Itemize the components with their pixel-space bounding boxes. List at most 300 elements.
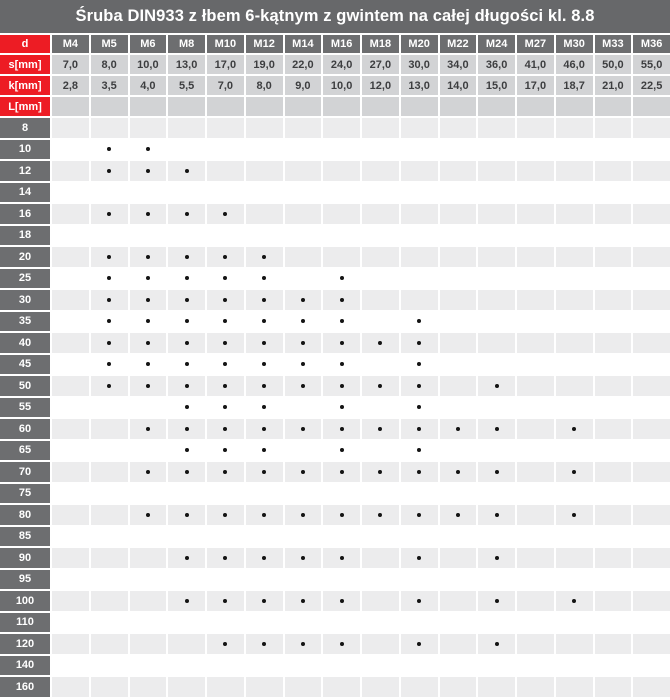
cell-100-M18 bbox=[362, 591, 399, 611]
availability-dot bbox=[340, 599, 344, 603]
availability-dot bbox=[185, 384, 189, 388]
availability-dot bbox=[495, 599, 499, 603]
cell-k-M8: 5,5 bbox=[168, 76, 205, 95]
row-label-10: 10 bbox=[0, 140, 50, 160]
availability-dot bbox=[301, 427, 305, 431]
cell-75-M24 bbox=[478, 484, 515, 504]
cell-16-M27 bbox=[517, 204, 554, 224]
cell-25-M24 bbox=[478, 269, 515, 289]
cell-45-M20 bbox=[401, 355, 438, 375]
availability-dot bbox=[572, 513, 576, 517]
cell-35-M30 bbox=[556, 312, 593, 332]
cell-100-M24 bbox=[478, 591, 515, 611]
cell-25-M30 bbox=[556, 269, 593, 289]
cell-k-M33: 21,0 bbox=[595, 76, 632, 95]
cell-75-M27 bbox=[517, 484, 554, 504]
cell-10-M33 bbox=[595, 140, 632, 160]
availability-dot bbox=[146, 384, 150, 388]
length-row-40 bbox=[0, 333, 670, 353]
cell-8-M10 bbox=[207, 118, 244, 138]
cell-12-M14 bbox=[285, 161, 322, 181]
cell-k-M10: 7,0 bbox=[207, 76, 244, 95]
cell-10-M5 bbox=[91, 140, 128, 160]
cell-18-M6 bbox=[130, 226, 167, 246]
cell-85-M30 bbox=[556, 527, 593, 547]
cell-12-M6 bbox=[130, 161, 167, 181]
availability-dot bbox=[378, 341, 382, 345]
cell-14-M14 bbox=[285, 183, 322, 203]
cell-65-M6 bbox=[130, 441, 167, 461]
availability-dot bbox=[417, 362, 421, 366]
cell-140-M20 bbox=[401, 656, 438, 676]
cell-18-M5 bbox=[91, 226, 128, 246]
cell-60-M30 bbox=[556, 419, 593, 439]
cell-l-M5 bbox=[91, 97, 128, 116]
cell-100-M4 bbox=[52, 591, 89, 611]
cell-30-M8 bbox=[168, 290, 205, 310]
availability-dot bbox=[340, 362, 344, 366]
cell-30-M27 bbox=[517, 290, 554, 310]
cell-80-M14 bbox=[285, 505, 322, 525]
row-label-16: 16 bbox=[0, 204, 50, 224]
cell-80-M10 bbox=[207, 505, 244, 525]
length-row-140 bbox=[0, 656, 670, 676]
cell-95-M10 bbox=[207, 570, 244, 590]
cell-85-M6 bbox=[130, 527, 167, 547]
cell-100-M20 bbox=[401, 591, 438, 611]
cell-110-M8 bbox=[168, 613, 205, 633]
cell-25-M18 bbox=[362, 269, 399, 289]
cell-120-M14 bbox=[285, 634, 322, 654]
page-title: Śruba DIN933 z łbem 6-kątnym z gwintem na całej długości kl. 8.8 bbox=[0, 0, 670, 33]
availability-dot bbox=[107, 362, 111, 366]
row-label-90: 90 bbox=[0, 548, 50, 568]
cell-75-M6 bbox=[130, 484, 167, 504]
availability-dot bbox=[146, 298, 150, 302]
cell-25-M8 bbox=[168, 269, 205, 289]
cell-s-M22: 34,0 bbox=[440, 55, 477, 74]
cell-18-M33 bbox=[595, 226, 632, 246]
availability-dot bbox=[146, 276, 150, 280]
cell-80-M6 bbox=[130, 505, 167, 525]
cell-75-M30 bbox=[556, 484, 593, 504]
cell-20-M4 bbox=[52, 247, 89, 267]
cell-16-M8 bbox=[168, 204, 205, 224]
cell-s-M4: 7,0 bbox=[52, 55, 89, 74]
cell-35-M12 bbox=[246, 312, 283, 332]
cell-70-M12 bbox=[246, 462, 283, 482]
availability-dot bbox=[340, 384, 344, 388]
col-header-M5: M5 bbox=[91, 35, 128, 53]
availability-dot bbox=[223, 276, 227, 280]
cell-16-M30 bbox=[556, 204, 593, 224]
cell-50-M6 bbox=[130, 376, 167, 396]
col-header-M24: M24 bbox=[478, 35, 515, 53]
cell-12-M30 bbox=[556, 161, 593, 181]
cell-18-M22 bbox=[440, 226, 477, 246]
cell-8-M20 bbox=[401, 118, 438, 138]
cell-25-M5 bbox=[91, 269, 128, 289]
cell-110-M4 bbox=[52, 613, 89, 633]
cell-80-M12 bbox=[246, 505, 283, 525]
cell-55-M14 bbox=[285, 398, 322, 418]
cell-35-M6 bbox=[130, 312, 167, 332]
cell-30-M24 bbox=[478, 290, 515, 310]
cell-l-M18 bbox=[362, 97, 399, 116]
cell-16-M33 bbox=[595, 204, 632, 224]
length-row-8 bbox=[0, 118, 670, 138]
col-header-M30: M30 bbox=[556, 35, 593, 53]
cell-100-M22 bbox=[440, 591, 477, 611]
cell-80-M18 bbox=[362, 505, 399, 525]
availability-dot bbox=[146, 427, 150, 431]
cell-65-M16 bbox=[323, 441, 360, 461]
availability-dot bbox=[146, 147, 150, 151]
cell-65-M24 bbox=[478, 441, 515, 461]
table-head bbox=[0, 35, 670, 53]
cell-k-M5: 3,5 bbox=[91, 76, 128, 95]
cell-40-M12 bbox=[246, 333, 283, 353]
cell-16-M20 bbox=[401, 204, 438, 224]
cell-60-M14 bbox=[285, 419, 322, 439]
length-row-60 bbox=[0, 419, 670, 439]
availability-dot bbox=[107, 298, 111, 302]
cell-60-M24 bbox=[478, 419, 515, 439]
cell-90-M8 bbox=[168, 548, 205, 568]
availability-dot bbox=[262, 513, 266, 517]
cell-120-M16 bbox=[323, 634, 360, 654]
cell-8-M8 bbox=[168, 118, 205, 138]
availability-dot bbox=[107, 255, 111, 259]
availability-dot bbox=[185, 255, 189, 259]
cell-40-M22 bbox=[440, 333, 477, 353]
cell-140-M27 bbox=[517, 656, 554, 676]
cell-35-M27 bbox=[517, 312, 554, 332]
cell-12-M20 bbox=[401, 161, 438, 181]
cell-55-M12 bbox=[246, 398, 283, 418]
length-row-45 bbox=[0, 355, 670, 375]
cell-70-M18 bbox=[362, 462, 399, 482]
availability-dot bbox=[107, 384, 111, 388]
row-label-12: 12 bbox=[0, 161, 50, 181]
cell-10-M4 bbox=[52, 140, 89, 160]
row-label-70: 70 bbox=[0, 462, 50, 482]
cell-12-M4 bbox=[52, 161, 89, 181]
cell-65-M18 bbox=[362, 441, 399, 461]
availability-dot bbox=[185, 341, 189, 345]
cell-12-M5 bbox=[91, 161, 128, 181]
availability-dot bbox=[146, 513, 150, 517]
cell-14-M6 bbox=[130, 183, 167, 203]
row-label-40: 40 bbox=[0, 333, 50, 353]
col-header-M33: M33 bbox=[595, 35, 632, 53]
availability-dot bbox=[185, 599, 189, 603]
cell-85-M20 bbox=[401, 527, 438, 547]
cell-55-M6 bbox=[130, 398, 167, 418]
cell-35-M33 bbox=[595, 312, 632, 332]
availability-dot bbox=[417, 556, 421, 560]
length-row-120 bbox=[0, 634, 670, 654]
cell-16-M5 bbox=[91, 204, 128, 224]
cell-20-M16 bbox=[323, 247, 360, 267]
availability-dot bbox=[301, 513, 305, 517]
cell-140-M18 bbox=[362, 656, 399, 676]
availability-dot bbox=[223, 470, 227, 474]
cell-50-M8 bbox=[168, 376, 205, 396]
cell-65-M8 bbox=[168, 441, 205, 461]
cell-50-M14 bbox=[285, 376, 322, 396]
cell-85-M24 bbox=[478, 527, 515, 547]
cell-100-M12 bbox=[246, 591, 283, 611]
cell-s-M30: 46,0 bbox=[556, 55, 593, 74]
s-row bbox=[0, 55, 670, 74]
cell-30-M33 bbox=[595, 290, 632, 310]
cell-8-M5 bbox=[91, 118, 128, 138]
cell-20-M27 bbox=[517, 247, 554, 267]
availability-dot bbox=[146, 341, 150, 345]
cell-s-M36: 55,0 bbox=[633, 55, 670, 74]
cell-s-M18: 27,0 bbox=[362, 55, 399, 74]
row-label-s: s[mm] bbox=[0, 55, 50, 74]
availability-dot bbox=[262, 276, 266, 280]
cell-8-M6 bbox=[130, 118, 167, 138]
cell-95-M18 bbox=[362, 570, 399, 590]
cell-80-M30 bbox=[556, 505, 593, 525]
cell-14-M18 bbox=[362, 183, 399, 203]
cell-80-M4 bbox=[52, 505, 89, 525]
cell-110-M18 bbox=[362, 613, 399, 633]
cell-s-M10: 17,0 bbox=[207, 55, 244, 74]
cell-10-M24 bbox=[478, 140, 515, 160]
cell-160-M10 bbox=[207, 677, 244, 697]
cell-12-M10 bbox=[207, 161, 244, 181]
cell-140-M5 bbox=[91, 656, 128, 676]
cell-95-M33 bbox=[595, 570, 632, 590]
length-row-100 bbox=[0, 591, 670, 611]
cell-40-M16 bbox=[323, 333, 360, 353]
cell-95-M4 bbox=[52, 570, 89, 590]
cell-75-M16 bbox=[323, 484, 360, 504]
row-label-50: 50 bbox=[0, 376, 50, 396]
cell-s-M24: 36,0 bbox=[478, 55, 515, 74]
cell-160-M6 bbox=[130, 677, 167, 697]
cell-40-M33 bbox=[595, 333, 632, 353]
column-header-row bbox=[0, 35, 670, 53]
cell-20-M24 bbox=[478, 247, 515, 267]
cell-100-M30 bbox=[556, 591, 593, 611]
length-row-20 bbox=[0, 247, 670, 267]
length-row-65 bbox=[0, 441, 670, 461]
cell-90-M12 bbox=[246, 548, 283, 568]
k-row bbox=[0, 76, 670, 95]
cell-120-M30 bbox=[556, 634, 593, 654]
cell-16-M14 bbox=[285, 204, 322, 224]
cell-25-M12 bbox=[246, 269, 283, 289]
cell-10-M30 bbox=[556, 140, 593, 160]
cell-35-M24 bbox=[478, 312, 515, 332]
cell-60-M36 bbox=[633, 419, 670, 439]
availability-dot bbox=[223, 255, 227, 259]
cell-50-M20 bbox=[401, 376, 438, 396]
cell-14-M30 bbox=[556, 183, 593, 203]
cell-80-M22 bbox=[440, 505, 477, 525]
cell-70-M10 bbox=[207, 462, 244, 482]
cell-160-M5 bbox=[91, 677, 128, 697]
cell-30-M4 bbox=[52, 290, 89, 310]
cell-l-M24 bbox=[478, 97, 515, 116]
cell-70-M22 bbox=[440, 462, 477, 482]
availability-dot bbox=[223, 362, 227, 366]
availability-dot bbox=[223, 319, 227, 323]
row-label-35: 35 bbox=[0, 312, 50, 332]
cell-25-M22 bbox=[440, 269, 477, 289]
cell-k-M6: 4,0 bbox=[130, 76, 167, 95]
cell-12-M16 bbox=[323, 161, 360, 181]
cell-70-M27 bbox=[517, 462, 554, 482]
cell-55-M24 bbox=[478, 398, 515, 418]
cell-65-M14 bbox=[285, 441, 322, 461]
cell-100-M16 bbox=[323, 591, 360, 611]
cell-50-M12 bbox=[246, 376, 283, 396]
cell-160-M16 bbox=[323, 677, 360, 697]
availability-dot bbox=[223, 556, 227, 560]
cell-60-M16 bbox=[323, 419, 360, 439]
cell-14-M36 bbox=[633, 183, 670, 203]
cell-35-M18 bbox=[362, 312, 399, 332]
length-row-16 bbox=[0, 204, 670, 224]
cell-8-M18 bbox=[362, 118, 399, 138]
cell-85-M8 bbox=[168, 527, 205, 547]
cell-70-M20 bbox=[401, 462, 438, 482]
cell-l-M8 bbox=[168, 97, 205, 116]
cell-120-M36 bbox=[633, 634, 670, 654]
length-row-30 bbox=[0, 290, 670, 310]
cell-70-M33 bbox=[595, 462, 632, 482]
cell-160-M36 bbox=[633, 677, 670, 697]
cell-16-M24 bbox=[478, 204, 515, 224]
cell-16-M18 bbox=[362, 204, 399, 224]
cell-110-M10 bbox=[207, 613, 244, 633]
availability-dot bbox=[417, 513, 421, 517]
cell-30-M36 bbox=[633, 290, 670, 310]
cell-60-M6 bbox=[130, 419, 167, 439]
cell-75-M12 bbox=[246, 484, 283, 504]
availability-dot bbox=[185, 276, 189, 280]
availability-dot bbox=[340, 513, 344, 517]
cell-120-M22 bbox=[440, 634, 477, 654]
cell-70-M16 bbox=[323, 462, 360, 482]
cell-20-M18 bbox=[362, 247, 399, 267]
cell-14-M10 bbox=[207, 183, 244, 203]
availability-dot bbox=[185, 556, 189, 560]
cell-100-M36 bbox=[633, 591, 670, 611]
cell-90-M24 bbox=[478, 548, 515, 568]
availability-dot bbox=[378, 384, 382, 388]
cell-55-M18 bbox=[362, 398, 399, 418]
length-row-80 bbox=[0, 505, 670, 525]
cell-60-M5 bbox=[91, 419, 128, 439]
cell-20-M12 bbox=[246, 247, 283, 267]
table-body bbox=[0, 55, 670, 697]
cell-30-M5 bbox=[91, 290, 128, 310]
cell-75-M4 bbox=[52, 484, 89, 504]
cell-10-M6 bbox=[130, 140, 167, 160]
cell-10-M16 bbox=[323, 140, 360, 160]
cell-140-M33 bbox=[595, 656, 632, 676]
cell-l-M6 bbox=[130, 97, 167, 116]
cell-60-M10 bbox=[207, 419, 244, 439]
cell-90-M6 bbox=[130, 548, 167, 568]
cell-60-M4 bbox=[52, 419, 89, 439]
availability-dot bbox=[456, 470, 460, 474]
cell-85-M14 bbox=[285, 527, 322, 547]
cell-45-M22 bbox=[440, 355, 477, 375]
cell-k-M36: 22,5 bbox=[633, 76, 670, 95]
cell-75-M36 bbox=[633, 484, 670, 504]
cell-16-M12 bbox=[246, 204, 283, 224]
cell-45-M4 bbox=[52, 355, 89, 375]
cell-85-M36 bbox=[633, 527, 670, 547]
cell-l-M4 bbox=[52, 97, 89, 116]
cell-85-M16 bbox=[323, 527, 360, 547]
availability-dot bbox=[146, 319, 150, 323]
availability-dot bbox=[185, 513, 189, 517]
row-label-30: 30 bbox=[0, 290, 50, 310]
cell-65-M30 bbox=[556, 441, 593, 461]
col-header-M36: M36 bbox=[633, 35, 670, 53]
cell-20-M33 bbox=[595, 247, 632, 267]
availability-dot bbox=[185, 298, 189, 302]
col-header-M8: M8 bbox=[168, 35, 205, 53]
cell-45-M16 bbox=[323, 355, 360, 375]
cell-110-M14 bbox=[285, 613, 322, 633]
cell-95-M20 bbox=[401, 570, 438, 590]
cell-140-M10 bbox=[207, 656, 244, 676]
cell-k-M24: 15,0 bbox=[478, 76, 515, 95]
row-label-14: 14 bbox=[0, 183, 50, 203]
length-row-95 bbox=[0, 570, 670, 590]
cell-14-M27 bbox=[517, 183, 554, 203]
cell-14-M24 bbox=[478, 183, 515, 203]
availability-dot bbox=[262, 255, 266, 259]
cell-12-M27 bbox=[517, 161, 554, 181]
cell-55-M5 bbox=[91, 398, 128, 418]
cell-16-M6 bbox=[130, 204, 167, 224]
availability-dot bbox=[223, 448, 227, 452]
cell-65-M36 bbox=[633, 441, 670, 461]
cell-95-M14 bbox=[285, 570, 322, 590]
cell-25-M27 bbox=[517, 269, 554, 289]
cell-14-M8 bbox=[168, 183, 205, 203]
cell-65-M20 bbox=[401, 441, 438, 461]
cell-85-M33 bbox=[595, 527, 632, 547]
cell-30-M20 bbox=[401, 290, 438, 310]
cell-70-M5 bbox=[91, 462, 128, 482]
bolt-size-table bbox=[0, 33, 670, 699]
availability-dot bbox=[301, 298, 305, 302]
cell-10-M20 bbox=[401, 140, 438, 160]
availability-dot bbox=[262, 599, 266, 603]
cell-25-M6 bbox=[130, 269, 167, 289]
availability-dot bbox=[185, 470, 189, 474]
cell-75-M33 bbox=[595, 484, 632, 504]
cell-45-M33 bbox=[595, 355, 632, 375]
cell-25-M4 bbox=[52, 269, 89, 289]
cell-80-M8 bbox=[168, 505, 205, 525]
cell-75-M18 bbox=[362, 484, 399, 504]
cell-75-M20 bbox=[401, 484, 438, 504]
availability-dot bbox=[340, 341, 344, 345]
